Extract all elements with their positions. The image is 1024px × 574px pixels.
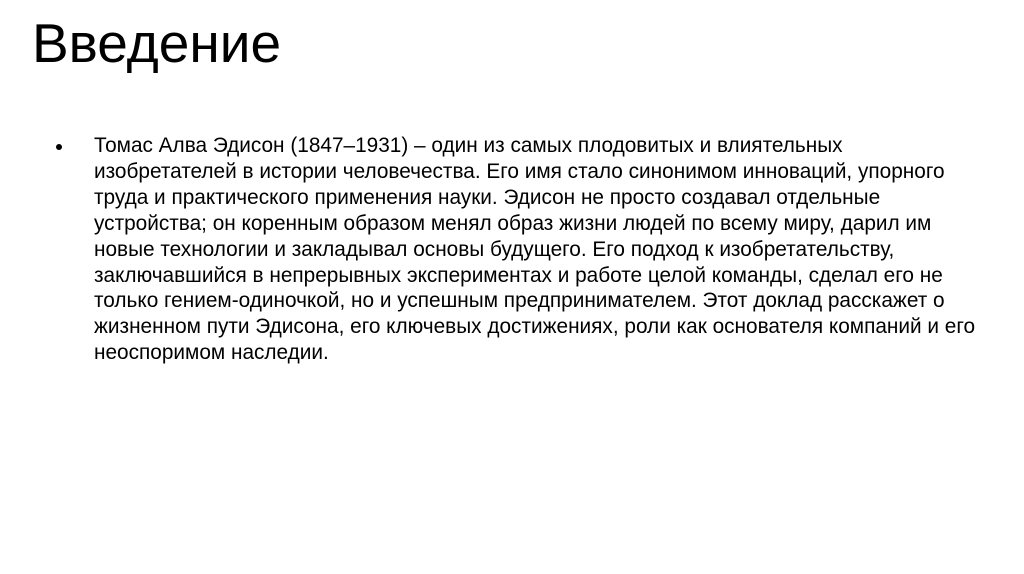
bullet-text: Томас Алва Эдисон (1847–1931) – один из самых плодовитых и влиятельных изобретателей в истории человечества. Его имя стало синонимом инноваций, упорного труда и практического применения науки. Эдисон не просто создавал отдельные устройства; он коренным образом менял образ жизни людей по всему миру, дарил им новые технологии и закладывал основы будущего. Его подход к изобретательству, заключавшийся в непрерывных экспериментах и работе целой команды, сделал его не только гением-одиночкой, но и успешным предпринимателем. Этот доклад расскажет о жизненном пути Эдисона, его ключевых достижениях, роли как основателя компаний и его неоспоримом наследии. [94,134,976,365]
bullet-dot-icon [56,144,62,150]
slide-title: Введение [32,12,282,74]
bullet-item [56,133,986,366]
slide-content [56,133,986,366]
bullet-list [56,133,986,366]
